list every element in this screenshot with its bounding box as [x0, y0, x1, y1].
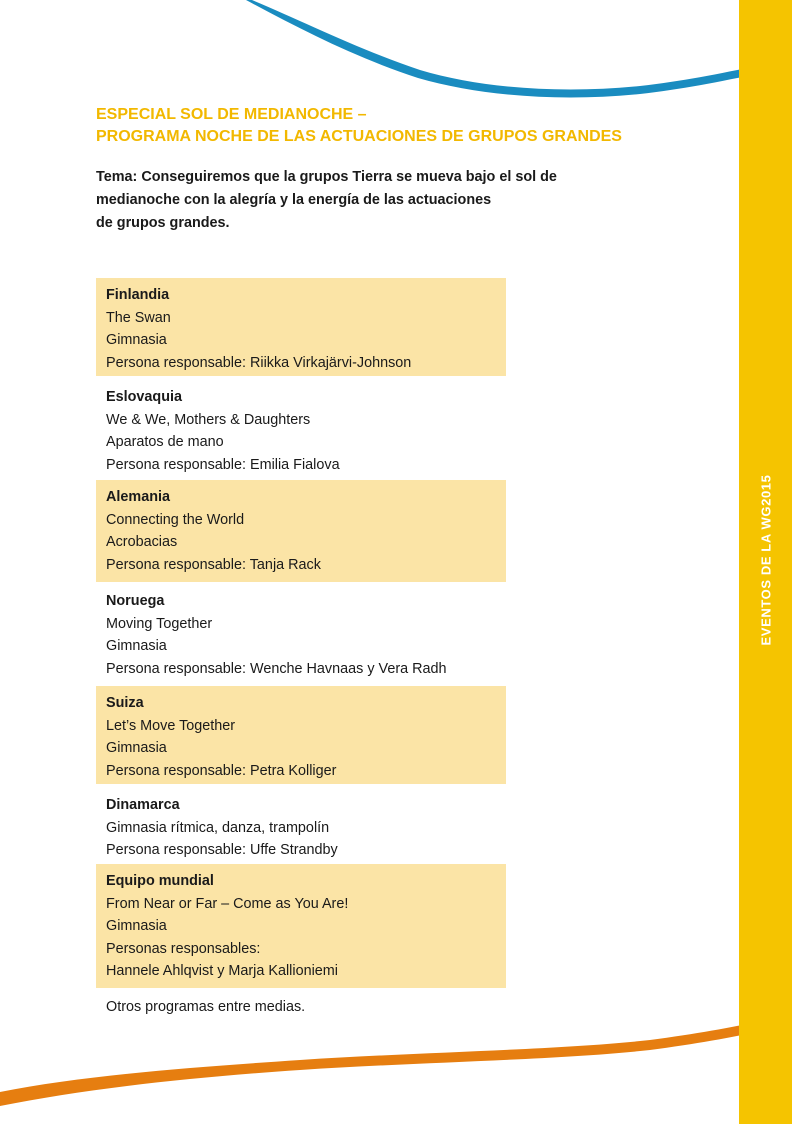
discipline: Gimnasia	[106, 638, 167, 654]
theme-line-1: Tema: Conseguiremos que la grupos Tierra se mueva bajo el sol de	[96, 169, 557, 185]
country-name: Suiza	[106, 695, 144, 711]
performance-eslovaquia	[96, 380, 506, 478]
responsible-person: Persona responsable: Riikka Virkajärvi-Johnson	[106, 354, 412, 371]
country-name: Equipo mundial	[106, 873, 214, 889]
orange-wave	[0, 1014, 792, 1106]
footer-note: Otros programas entre medias.	[106, 999, 306, 1015]
responsible-person: Persona responsable: Uffe Strandby	[106, 842, 338, 858]
discipline: Gimnasia	[106, 332, 167, 348]
performance-alemania	[96, 480, 506, 582]
responsible-person: Persona responsable: Emilia Fialova	[106, 456, 340, 473]
discipline: Gimnasia	[106, 740, 167, 756]
performance-equipo-mundial	[96, 864, 506, 988]
theme-paragraph	[96, 166, 596, 235]
country-name: Dinamarca	[106, 797, 180, 813]
performance-noruega	[96, 584, 506, 682]
performance-title: Connecting the World	[106, 511, 245, 528]
country-name: Finlandia	[106, 287, 170, 303]
country-name: Noruega	[106, 593, 165, 609]
performance-dinamarca	[96, 788, 506, 862]
theme-line-2: medianoche con la alegría y la energía de las actuaciones	[96, 192, 492, 208]
responsible-person: Personas responsables:	[106, 940, 261, 957]
responsible-person: Persona responsable: Tanja Rack	[106, 556, 321, 573]
performance-suiza	[96, 686, 506, 784]
title-line-2: PROGRAMA NOCHE DE LAS ACTUACIONES DE GRUPOS GRANDES	[96, 128, 622, 145]
page-title	[96, 104, 622, 148]
performance-title: Moving Together	[106, 615, 213, 632]
country-name: Eslovaquia	[106, 389, 182, 405]
responsible-person: Persona responsable: Wenche Havnaas y Vera Radh	[106, 660, 447, 677]
responsible-names: Hannele Ahlqvist y Marja Kallioniemi	[106, 963, 338, 979]
discipline: Acrobacias	[106, 534, 178, 550]
discipline: Gimnasia rítmica, danza, trampolín	[106, 819, 330, 836]
blue-wave	[246, 0, 792, 97]
sidebar-label: EVENTOS DE LA WG2015	[758, 474, 774, 646]
performance-title: Let’s Move Together	[106, 717, 236, 734]
performance-title: We & We, Mothers & Daughters	[106, 411, 311, 428]
discipline: Aparatos de mano	[106, 434, 224, 450]
performance-finlandia	[96, 278, 506, 376]
discipline: Gimnasia	[106, 918, 167, 934]
theme-line-3: de grupos grandes.	[96, 215, 230, 231]
country-name: Alemania	[106, 489, 170, 505]
responsible-person: Persona responsable: Petra Kolliger	[106, 762, 337, 779]
performance-title: From Near or Far – Come as You Are!	[106, 895, 349, 912]
title-line-1: ESPECIAL SOL DE MEDIANOCHE –	[96, 106, 367, 123]
performance-title: The Swan	[106, 309, 171, 326]
